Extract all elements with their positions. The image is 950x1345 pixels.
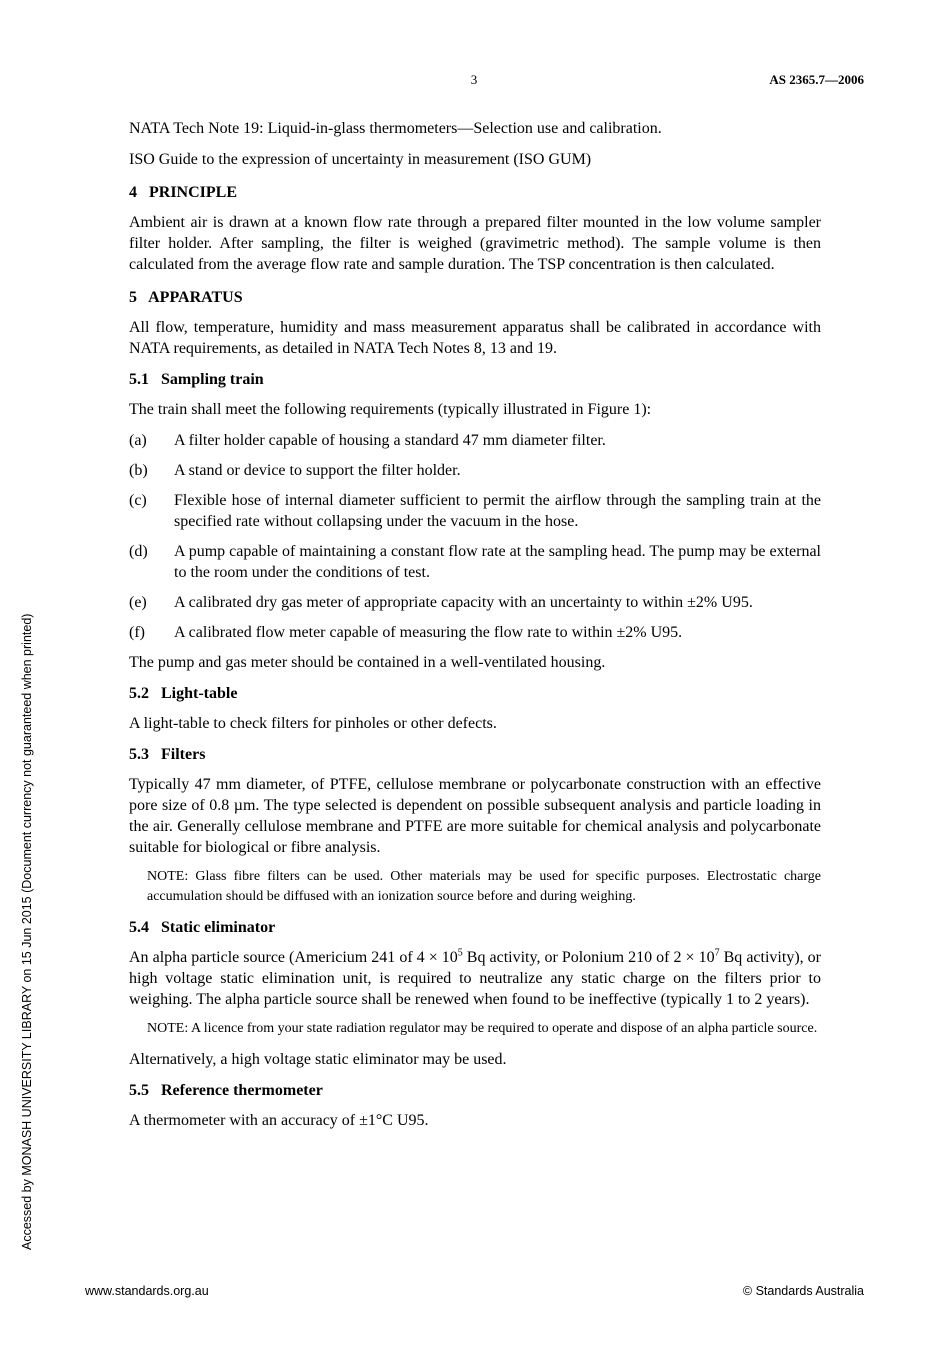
section-5-3-body: Typically 47 mm diameter, of PTFE, cellulose membrane or polycarbonate construction with an effective pore size of 0.8 µm. The type selected is dependent on possible subsequent analysis and particle loading in the air. Generally cellulose membrane and PTFE are more suitable for chemical analysis and polycarbonate suitable for biological or fibre analysis. <box>129 776 821 856</box>
list-item-text: A calibrated flow meter capable of measuring the flow rate to within ±2% U95. <box>174 624 683 641</box>
section-5-1-outro: The pump and gas meter should be contained in a well-ventilated housing. <box>129 654 606 671</box>
section-5-heading: 5 APPARATUS <box>129 289 243 306</box>
list-item-text: A pump capable of maintaining a constant flow rate at the sampling head. The pump may be external to the room under the conditions of test. <box>174 543 821 581</box>
section-4-body: Ambient air is drawn at a known flow rate through a prepared filter mounted in the low volume sampler filter holder. After sampling, the filter is weighed (gravimetric method). The sample volume is then calculated from the average flow rate and sample duration. The TSP concentration is then calculated. <box>129 214 821 273</box>
list-item-label: (a) <box>129 432 147 449</box>
list-item-label: (b) <box>129 462 148 479</box>
section-5-2-body: A light-table to check filters for pinholes or other defects. <box>129 715 497 732</box>
section-5-4-heading: 5.4 Static eliminator <box>129 919 276 936</box>
section-5-1-heading: 5.1 Sampling train <box>129 371 264 388</box>
list-item-text: A stand or device to support the filter holder. <box>174 462 461 479</box>
section-5-4-alternative: Alternatively, a high voltage static eliminator may be used. <box>129 1051 507 1068</box>
list-item-label: (d) <box>129 543 148 560</box>
footer-website: www.standards.org.au <box>85 1284 209 1298</box>
standard-number: AS 2365.7—2006 <box>769 72 864 87</box>
reference-iso: ISO Guide to the expression of uncertainty in measurement (ISO GUM) <box>129 151 592 168</box>
section-5-4-text-2: Bq activity, or Polonium 210 of 2 × 10 <box>462 949 715 966</box>
section-5-4-body <box>129 947 821 1010</box>
list-item <box>129 622 821 643</box>
section-5-5-body: A thermometer with an accuracy of ±1°C U95. <box>129 1112 429 1129</box>
list-item <box>129 541 821 583</box>
list-item-text: A calibrated dry gas meter of appropriate capacity with an uncertainty to within ±2% U95. <box>174 594 753 611</box>
page-number: 3 <box>470 72 478 87</box>
list-item <box>129 592 821 613</box>
access-watermark: Accessed by MONASH UNIVERSITY LIBRARY on 15 Jun 2015 (Document currency not guaranteed when printed) <box>20 613 34 1250</box>
list-item <box>129 430 821 451</box>
list-item <box>129 490 821 532</box>
section-5-1-intro: The train shall meet the following requirements (typically illustrated in Figure 1): <box>129 401 652 418</box>
section-5-4-note: NOTE: A licence from your state radiation regulator may be required to operate and dispose of an alpha particle source. <box>147 1021 818 1036</box>
section-5-5-heading: 5.5 Reference thermometer <box>129 1082 323 1099</box>
section-5-4-text-1: An alpha particle source (Americium 241 of 4 × 10 <box>129 949 458 966</box>
document-body <box>129 118 821 1141</box>
section-5-3-note: NOTE: Glass fibre filters can be used. Other materials may be used for specific purposes. Electrostatic charge accumulation should be diffused with an ionization source before and during weighing. <box>147 869 821 904</box>
reference-nata: NATA Tech Note 19: Liquid-in-glass thermometers—Selection use and calibration. <box>129 120 662 137</box>
list-item-text: Flexible hose of internal diameter sufficient to permit the airflow through the sampling train at the specified rate without collapsing under the vacuum in the hose. <box>174 492 821 530</box>
section-4-heading: 4 PRINCIPLE <box>129 184 238 201</box>
section-5-4-text-3: Bq activity), or high voltage static elimination unit, is required to neutralize any static charge on the filters prior to weighing. The alpha particle source shall be renewed when found to be ineffective (typically 1 to 2 years). <box>129 949 822 1008</box>
list-item-text: A filter holder capable of housing a standard 47 mm diameter filter. <box>174 432 606 449</box>
section-5-3-heading: 5.3 Filters <box>129 746 206 763</box>
list-item-label: (e) <box>129 594 147 611</box>
section-5-2-heading: 5.2 Light-table <box>129 685 238 702</box>
list-item <box>129 460 821 481</box>
section-5-body: All flow, temperature, humidity and mass measurement apparatus shall be calibrated in accordance with NATA requirements, as detailed in NATA Tech Notes 8, 13 and 19. <box>129 319 821 357</box>
exponent: 7 <box>714 947 720 959</box>
exponent: 5 <box>457 947 463 959</box>
list-item-label: (f) <box>129 624 145 641</box>
footer-copyright: © Standards Australia <box>742 1284 864 1298</box>
list-item-label: (c) <box>129 492 147 509</box>
